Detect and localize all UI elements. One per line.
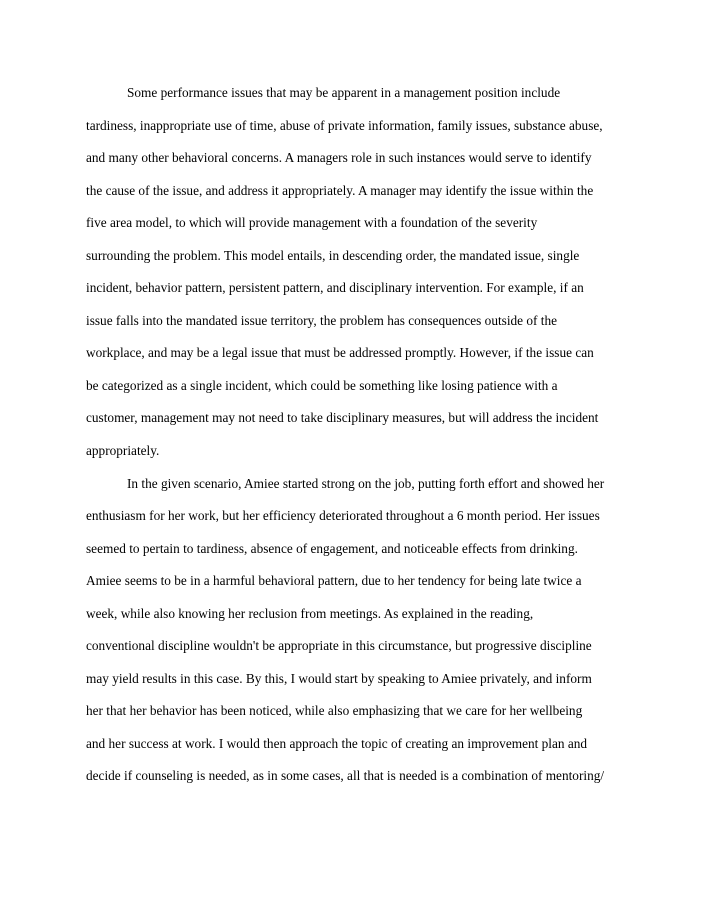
paragraph-1-line: tardiness, inappropriate use of time, abuse of private information, family issues, substance abuse, xyxy=(86,117,603,133)
paragraph-1-line: incident, behavior pattern, persistent pattern, and disciplinary intervention. For example, if an xyxy=(86,280,584,296)
paragraph-1-line: issue falls into the mandated issue territory, the problem has consequences outside of the xyxy=(86,312,558,328)
paragraph-2-line: week, while also knowing her reclusion from meetings. As explained in the reading, xyxy=(86,605,534,621)
paragraph-2-line: and her success at work. I would then approach the topic of creating an improvement plan and xyxy=(86,735,588,751)
paragraph-1-line: be categorized as a single incident, which could be something like losing patience with a xyxy=(86,377,558,393)
paragraph-2-line: In the given scenario, Amiee started strong on the job, putting forth effort and showed her xyxy=(127,475,605,491)
paragraph-2-line: seemed to pertain to tardiness, absence of engagement, and noticeable effects from drinking. xyxy=(86,540,578,556)
paragraph-2-line: enthusiasm for her work, but her efficiency deteriorated throughout a 6 month period. Her issues xyxy=(86,508,600,524)
paragraph-1-line: and many other behavioral concerns. A managers role in such instances would serve to identify xyxy=(86,150,592,166)
paragraph-2-line: decide if counseling is needed, as in some cases, all that is needed is a combination of mentoring/ xyxy=(86,768,605,784)
paragraph-2-line: may yield results in this case. By this, I would start by speaking to Amiee privately, and inform xyxy=(86,670,592,686)
paragraph-1-line: appropriately. xyxy=(86,443,160,459)
document-body xyxy=(86,81,646,797)
paragraph-1-line: five area model, to which will provide management with a foundation of the severity xyxy=(86,215,538,231)
paragraph-1-line: the cause of the issue, and address it appropriately. A manager may identify the issue within the xyxy=(86,182,594,198)
paragraph-1-line: Some performance issues that may be apparent in a management position include xyxy=(127,85,561,100)
paragraph-2-line: conventional discipline wouldn't be appropriate in this circumstance, but progressive discipline xyxy=(86,638,592,654)
paragraph-1-line: workplace, and may be a legal issue that must be addressed promptly. However, if the issue can xyxy=(86,345,594,361)
paragraph-2-line: her that her behavior has been noticed, while also emphasizing that we care for her wellbeing xyxy=(86,703,583,719)
paragraph-1-line: customer, management may not need to take disciplinary measures, but will address the incident xyxy=(86,410,599,426)
paragraph-1-line: surrounding the problem. This model entails, in descending order, the mandated issue, single xyxy=(86,247,580,263)
paragraph-2-line: Amiee seems to be in a harmful behavioral pattern, due to her tendency for being late twice a xyxy=(86,573,582,589)
